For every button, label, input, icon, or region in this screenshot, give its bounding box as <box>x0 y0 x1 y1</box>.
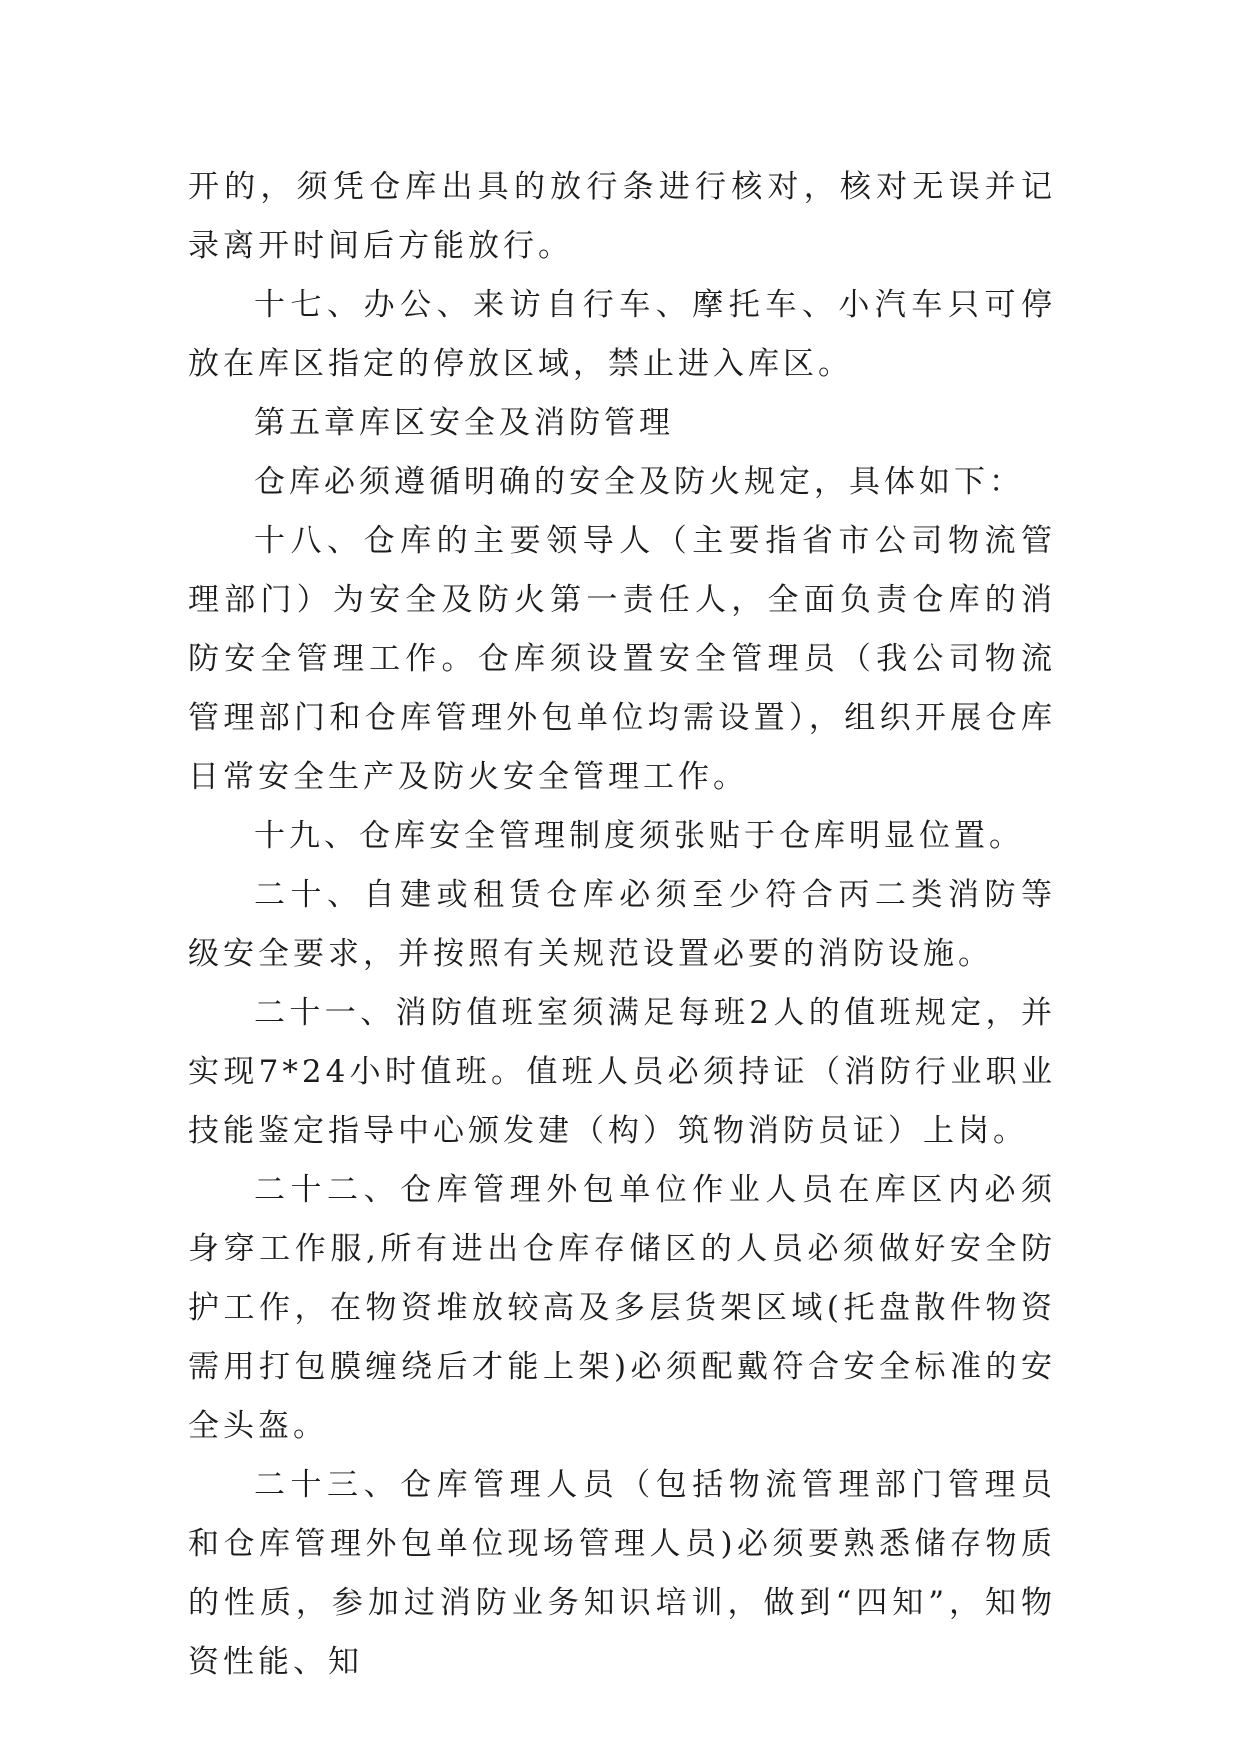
paragraph-chapter-intro: 仓库必须遵循明确的安全及防火规定，具体如下： <box>254 464 1024 500</box>
document-body <box>188 158 1056 1692</box>
chapter-heading: 第五章库区安全及消防管理 <box>254 405 674 441</box>
paragraph-article-21: 二十一、消防值班室须满足每班2人的值班规定，并实现7*24小时值班。值班人员必须持证（消防行业职业技能鉴定指导中心颁发建（构）筑物消防员证）上岗。 <box>188 995 1056 1149</box>
paragraph-article-19: 十九、仓库安全管理制度须张贴于仓库明显位置。 <box>254 818 1024 854</box>
paragraph-article-17: 十七、办公、来访自行车、摩托车、小汽车只可停放在库区指定的停放区域，禁止进入库区。 <box>188 287 1056 382</box>
paragraph-article-22: 二十二、仓库管理外包单位作业人员在库区内必须身穿工作服,所有进出仓库存储区的人员必须做好安全防护工作，在物资堆放较高及多层货架区域(托盘散件物资需用打包膜缠绕后才能上架)必须配戴符合安全标准的安全头盔。 <box>188 1172 1056 1444</box>
paragraph-continuation: 开的，须凭仓库出具的放行条进行核对，核对无误并记录离开时间后方能放行。 <box>188 169 1056 264</box>
paragraph-article-23: 二十三、仓库管理人员（包括物流管理部门管理员和仓库管理外包单位现场管理人员)必须要熟悉储存物质的性质，参加过消防业务知识培训，做到“四知”，知物资性能、知 <box>188 1467 1056 1680</box>
paragraph-article-18: 十八、仓库的主要领导人（主要指省市公司物流管理部门）为安全及防火第一责任人，全面负责仓库的消防安全管理工作。仓库须设置安全管理员（我公司物流管理部门和仓库管理外包单位均需设置），组织开展仓库日常安全生产及防火安全管理工作。 <box>188 523 1056 795</box>
paragraph-article-20: 二十、自建或租赁仓库必须至少符合丙二类消防等级安全要求，并按照有关规范设置必要的消防设施。 <box>188 877 1056 972</box>
